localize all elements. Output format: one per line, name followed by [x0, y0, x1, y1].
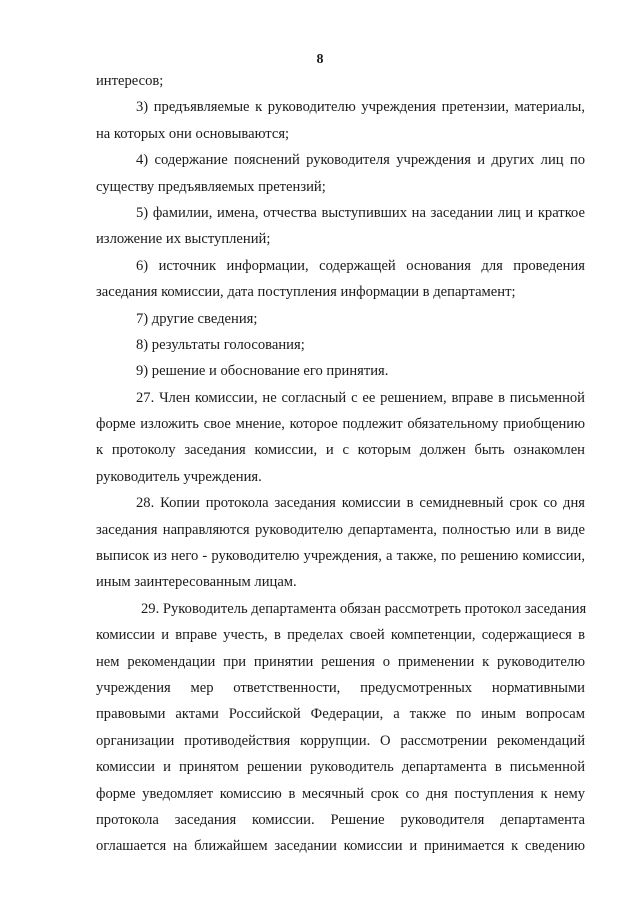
text-line: 4) содержание пояснений руководителя учреждения и других лиц по — [136, 152, 585, 169]
text-line: форме уведомляет комиссию в месячный срок со дня поступления к нему — [96, 785, 585, 802]
text-line: иным заинтересованным лицам. — [96, 574, 297, 591]
page-number: 8 — [316, 52, 324, 67]
text-line: 28. Копии протокола заседания комиссии в семидневный срок со дня — [136, 495, 585, 512]
text-line: 9) решение и обоснование его принятия. — [136, 363, 389, 380]
text-line: 8) результаты голосования; — [136, 336, 305, 353]
text-line: 3) предъявляемые к руководителю учреждения претензии, материалы, — [136, 99, 585, 116]
text-line: изложение их выступлений; — [96, 231, 271, 248]
text-line: 6) источник информации, содержащей основания для проведения — [136, 257, 585, 274]
body-text — [96, 68, 585, 860]
text-line: нем рекомендации при принятии решения о применении к руководителю — [96, 653, 585, 670]
text-line: интересов; — [96, 73, 164, 89]
text-line: 27. Член комиссии, не согласный с ее решением, вправе в письменной — [136, 389, 585, 406]
text-line: оглашается на ближайшем заседании комиссии и принимается к сведению — [96, 838, 585, 855]
text-line: комиссии и принятом решении руководитель департамента в письменной — [96, 759, 585, 776]
text-line: учреждения мер ответственности, предусмотренных нормативными — [96, 679, 585, 696]
text-line: 29. Руководитель департамента обязан рассмотреть протокол заседания — [141, 600, 587, 617]
text-line: руководитель учреждения. — [96, 468, 262, 485]
text-line: 5) фамилии, имена, отчества выступивших на заседании лиц и краткое — [136, 204, 585, 221]
text-line: существу предъявляемых претензий; — [96, 178, 326, 195]
text-line: организации противодействия коррупции. О рассмотрении рекомендаций — [96, 732, 585, 749]
text-line: заседания направляются руководителю департамента, полностью или в виде — [96, 521, 585, 538]
text-line: протокола заседания комиссии. Решение руководителя департамента — [96, 811, 585, 828]
text-line: 7) другие сведения; — [136, 310, 258, 327]
text-line: заседания комиссии, дата поступления информации в департамент; — [96, 284, 516, 301]
text-line: выписок из него - руководителю учреждения, а также, по решению комиссии, — [96, 548, 585, 565]
text-line: на которых они основываются; — [96, 125, 290, 142]
text-line: к протоколу заседания комиссии, и с которым должен быть ознакомлен — [96, 442, 585, 459]
text-line: комиссии и вправе учесть, в пределах своей компетенции, содержащиеся в — [96, 627, 585, 644]
text-line: форме изложить свое мнение, которое подлежит обязательному приобщению — [96, 416, 585, 433]
text-line: правовыми актами Российской Федерации, а также по иным вопросам — [96, 706, 585, 723]
